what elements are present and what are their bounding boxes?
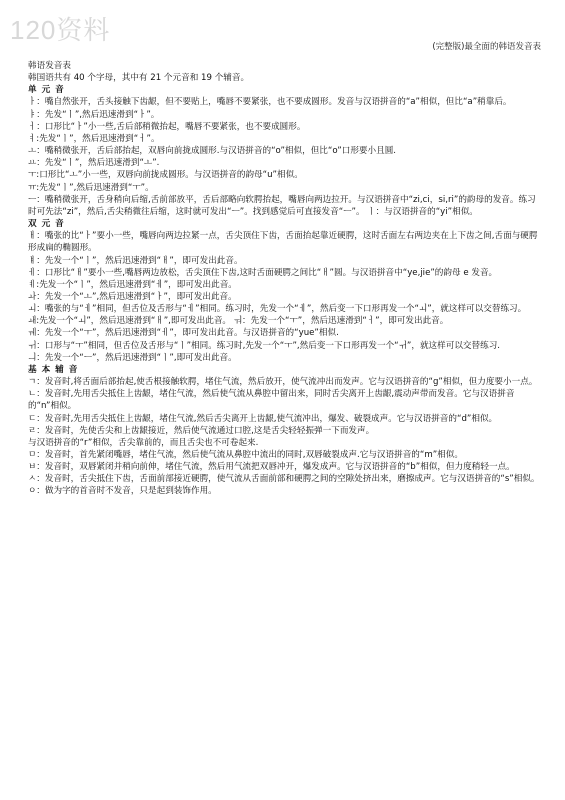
paragraph: ㅖ:先发一个“ㅣ”，然后迅速滑到“ㅔ”，即可发出此音。	[28, 279, 237, 290]
paragraph: ㅞ：先发一个“ㅜ”，然后迅速滑到“ㅔ”，即可发出此音。与汉语拼音的“yue”相似.	[28, 328, 339, 339]
paragraph: ㅟ：口形与“ㅜ”相同，但舌位及舌形与“ㅣ”相同。练习时,先发一个“ㅜ”,然后变一下口形再发一个“ㅟ”，就这样可以交替练习.	[28, 340, 501, 351]
paragraph: ㅁ：发音时，首先紧闭嘴唇，堵住气流，然后使气流从鼻腔中流出的同时,双唇破裂成声.它与汉语拼音的“m”相似。	[28, 450, 463, 460]
paragraph: ㅑ：先发“ㅣ”,然后迅速滑到“ㅏ”。	[28, 109, 160, 120]
section-heading: 基 本 辅 音	[28, 364, 79, 375]
paragraph: ㅠ:先发“ㅣ”,然后迅速滑到“ㅜ”。	[28, 182, 154, 193]
document-header: (完整版)最全面的韩语发音表	[432, 42, 541, 52]
paragraph: ㅛ：先发“ㅣ”，然后迅速滑到“ㅗ”.	[28, 158, 160, 169]
paragraph: ㄴ：发音时,先用舌尖抵住上齿龈，堵住气流，然后使气流从鼻腔中留出来，同时舌尖离开上齿龈,震动声带而发音。它与汉语拼音的“n”相似。	[28, 389, 515, 412]
paragraph: 与汉语拼音的“r”相似，舌尖靠前的，而且舌尖也不可卷起来.	[28, 437, 259, 448]
paragraph: ㅜ:口形比“ㅗ”小一些，双唇向前拢成圆形。与汉语拼音的韵母“u”相似。	[28, 170, 303, 181]
paragraph: ㄷ：发音时,先用舌尖抵住上齿龈，堵住气流,然后舌尖离开上齿龈,使气流冲出，爆发、破裂成声。它与汉语拼音的“d”相似。	[28, 413, 498, 424]
paragraph: ㅚ：嘴张的与“ㅔ”相同，但舌位及舌形与“ㅔ”相同。练习时，先发一个“ㅔ”，然后变一下口形再发一个“ㅚ”，就这样可以交替练习。	[28, 304, 527, 315]
paragraph: ㅒ：先发一个“ㅣ”，然后迅速滑到“ㅐ”，即可发出此音。	[28, 255, 243, 266]
paragraph: ㅇ：做为字的首音时不发音，只是起到装饰作用。	[28, 486, 217, 497]
paragraph: ㅡ：嘴稍微张开，舌身稍向后缩,舌前部放平，舌后部略向软腭抬起，嘴唇向两边拉开。与汉语拼音中“zi,ci，si,ri”的韵母的发音。练习时可先法“zi”，然后,舌尖稍微往后缩，这时就可发出“ㅡ”。找到感觉后可直接发音“ㅡ”。 ㅣ：与汉语拼音的“yi”相似。	[28, 194, 536, 217]
section-heading: 双 元 音	[28, 219, 65, 230]
paragraph: ㅂ：发音时，双唇紧闭并稍向前伸，堵住气流，然后用气流把双唇冲开，爆发成声。它与汉语拼音的“b”相似，但力度稍轻一点。	[28, 462, 515, 473]
paragraph: ㅔ：口形比“ㅐ”要小一些,嘴唇两边放松，舌尖顶住下齿,这时舌面硬腭之间比“ㅐ”圆。与汉语拼音中“ye,jie”的韵母 e 发音。	[28, 267, 498, 278]
paragraph: ㅐ：嘴张的比“ㅏ”要小一些，嘴唇向两边拉紧一点，舌尖顶住下齿，舌面抬起靠近硬腭，这时舌面左右两边夹在上下齿之间,舌面与硬腭形成扁的椭圆形。	[28, 231, 538, 254]
document-body	[28, 60, 543, 498]
paragraph: ㅓ：口形比“ㅏ”小一些,舌后部稍微抬起，嘴唇不要紧张，也不要成圆形。	[28, 121, 306, 132]
paragraph: ㅕ:先发“ㅣ”，然后迅速滑到“ㅓ”。	[28, 133, 160, 144]
paragraph: ㅏ：嘴自然张开，舌头接触下齿龈，但不要贴上，嘴唇不要紧张，也不要成圆形。发音与汉语拼音的“a”相似，但比“a”稍靠后。	[28, 97, 512, 108]
paragraph: ㄱ：发音时,将舌面后部抬起,使舌根接触软腭，堵住气流，然后放开，使气流冲出而发声。它与汉语拼音的“g”相似，但力度要小一点。	[28, 377, 538, 388]
section-heading: 单 元 音	[28, 85, 65, 96]
paragraph: ㄹ：发音时，先使舌尖和上齿龈接近，然后使气流通过口腔,这是舌尖轻轻振弹一下而发声。	[28, 425, 375, 436]
paragraph: ㅅ：发音时，舌尖抵住下齿，舌面前部接近硬腭，使气流从舌面前部和硬腭之间的空隙处挤出来，磨擦成声。它与汉语拼音的“s”相似。	[28, 474, 540, 485]
paragraph: ㅙ:先发一个“ㅚ”，然后迅速滑到“ㅐ”,即可发出此音。 ㅝ：先发一个“ㅜ”，然后迅速滑到“ㅓ”，即可发出此音。	[28, 316, 449, 327]
page-title: 韩语发音表	[28, 61, 71, 71]
watermark-logo: 120资料	[10, 15, 111, 45]
paragraph: ㅢ：先发一个“ㅡ”，然后迅速滑到“ㅣ”,即可发出此音。	[28, 352, 237, 363]
paragraph: ㅘ：先发一个“ㅗ”,然后迅速滑到“ㅏ”，即可发出此音。	[28, 291, 237, 302]
paragraph: ㅗ：嘴稍微张开，舌后部抬起，双唇向前拢成圆形.与汉语拼音的“o”相似，但比“o”口形要小且圆.	[28, 146, 397, 157]
paragraph: 韩国语共有 40 个字母，其中有 21 个元音和 19 个辅音。	[28, 73, 250, 84]
